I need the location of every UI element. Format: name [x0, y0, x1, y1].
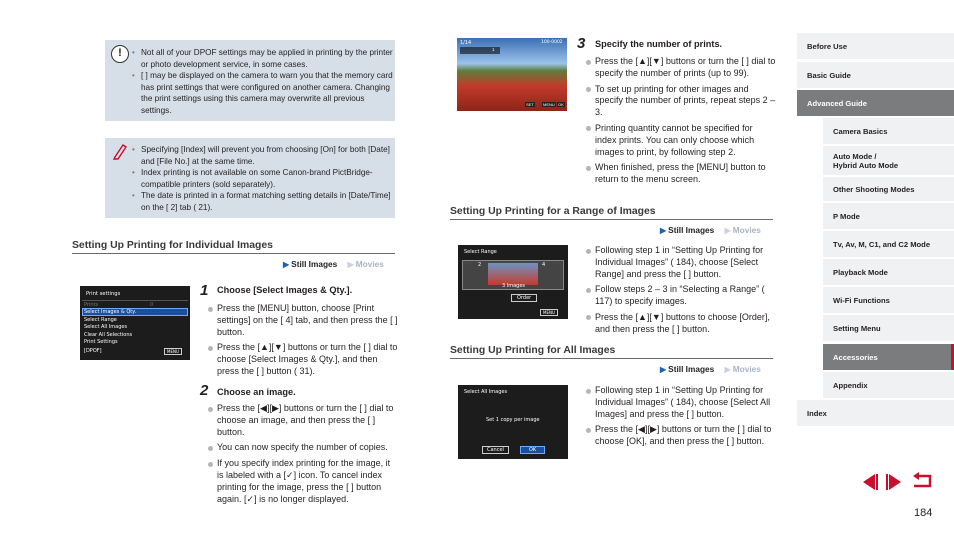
- menu-badge: MENU: [543, 102, 555, 107]
- step3-bullets: [586, 56, 776, 190]
- screen-title: Select Range: [464, 249, 497, 255]
- nav-setting-menu[interactable]: Setting Menu: [823, 315, 954, 341]
- play-icon: ▶: [660, 365, 667, 374]
- still-images-tag: Still Images: [291, 259, 338, 269]
- movies-tag: Movies: [732, 225, 761, 235]
- screen-title: Select All Images: [464, 389, 508, 395]
- bullet: Following step 1 in “Setting Up Printing for Individual Images” ( 184), choose [Select Range] and press the [ ] button.: [586, 245, 776, 280]
- play-icon: ▶: [283, 260, 290, 269]
- bullet: Following step 1 in “Setting Up Printing for Individual Images” ( 184), choose [Select All Images] and press the [ ] button.: [586, 385, 776, 420]
- step-number: 1: [200, 282, 209, 299]
- set-badge: SET: [526, 102, 534, 107]
- nav-camera-basics[interactable]: Camera Basics: [823, 118, 954, 144]
- camera-screen-select-all: [458, 385, 568, 459]
- bullet: Printing quantity cannot be specified for index prints. You can only choose which images to print, by following step 2.: [586, 123, 776, 158]
- caution-item: • [ ] may be displayed on the camera to warn you that the memory card has print settings that were configured on another camera. Changing the print settings using this camera may overwrite all previous settings.: [105, 70, 395, 116]
- bullet: When finished, press the [MENU] button to return to the menu screen.: [586, 162, 776, 186]
- memo-item: • The date is printed in a format matching setting details in [Date/Time] on the [ 2] tab ( 21).: [105, 190, 395, 213]
- screen-row-value: 0: [150, 302, 154, 308]
- photo-counter: 1/14: [460, 40, 472, 46]
- ok-button: OK: [520, 446, 545, 454]
- all-bullets: [586, 385, 776, 452]
- nav-tv-av-mode[interactable]: Tv, Av, M, C1, and C2 Mode: [823, 231, 954, 257]
- cancel-button: Cancel: [482, 446, 509, 454]
- step-number: 2: [200, 382, 209, 399]
- page-nav: [858, 472, 938, 494]
- nav-wifi[interactable]: Wi-Fi Functions: [823, 287, 954, 313]
- bullet: Follow steps 2 – 3 in “Selecting a Range” ( 117) to specify images.: [586, 284, 776, 308]
- play-icon: ▶: [724, 365, 731, 374]
- order-button: Order: [511, 294, 537, 302]
- range-end: 4: [542, 262, 546, 268]
- mode-tags: [660, 225, 761, 235]
- camera-screen-print-settings: [80, 286, 190, 360]
- mode-tags: [660, 364, 761, 374]
- nav-accessories[interactable]: Accessories: [823, 344, 954, 370]
- screen-row: [DPOF]: [84, 348, 102, 354]
- caution-item: • Not all of your DPOF settings may be applied in printing by the printer or photo development service, in some cases.: [105, 47, 395, 70]
- nav-auto-mode[interactable]: Auto Mode / Hybrid Auto Mode: [823, 146, 954, 175]
- step2-bullets: [208, 403, 398, 509]
- step-title: Choose an image.: [217, 387, 296, 397]
- nav-index[interactable]: Index: [797, 400, 954, 426]
- caution-icon: !: [111, 45, 129, 63]
- mode-tags: [283, 259, 384, 269]
- bullet: If you specify index printing for the image, it is labeled with a [✓] icon. To cancel index printing for the image, press the [ ] button again. [✓] is no longer displayed.: [208, 458, 398, 505]
- step-title: Specify the number of prints.: [595, 39, 723, 49]
- play-icon: ▶: [660, 226, 667, 235]
- nav-advanced-guide[interactable]: Advanced Guide: [797, 90, 954, 116]
- bullet: Press the [▲][▼] buttons to choose [Order], and then press the [ ] button.: [586, 312, 776, 336]
- nav-playback[interactable]: Playback Mode: [823, 259, 954, 285]
- screen-row: Clear All Selections: [84, 332, 133, 338]
- bullet: Press the [◀][▶] buttons or turn the [ ] dial to choose [OK], and then press the [ ] button.: [586, 424, 776, 448]
- next-page-icon[interactable]: [884, 472, 906, 492]
- screen-message: Set 1 copy per image: [486, 417, 540, 423]
- nav-other-shooting[interactable]: Other Shooting Modes: [823, 177, 954, 201]
- still-images-tag: Still Images: [668, 364, 715, 374]
- bullet: Press the [MENU] button, choose [Print settings] on the [ 4] tab, and then press the [ ] button.: [208, 303, 398, 338]
- previous-page-icon[interactable]: [858, 472, 880, 492]
- copies-value: 1: [492, 47, 495, 52]
- caution-note: [105, 40, 395, 121]
- range-bullets: [586, 245, 776, 340]
- step-title: Choose [Select Images & Qty.].: [217, 285, 353, 295]
- return-icon[interactable]: [910, 472, 934, 492]
- memo-note: [105, 138, 395, 218]
- bullet: Press the [▲][▼] buttons or turn the [ ] dial to specify the number of prints (up to 99).: [586, 56, 776, 80]
- camera-screen-select-range: [458, 245, 568, 319]
- play-icon: ▶: [724, 226, 731, 235]
- page-number: 184: [914, 507, 933, 519]
- screen-row: Select All Images: [84, 324, 128, 330]
- nav-before-use[interactable]: Before Use: [797, 33, 954, 59]
- movies-tag: Movies: [355, 259, 384, 269]
- bullet: Press the [◀][▶] buttons or turn the [ ] dial to choose an image, and then press the [ ] button.: [208, 403, 398, 438]
- camera-screen-photo: [457, 38, 567, 111]
- screen-row-selected: Select Images & Qty.: [84, 309, 137, 315]
- range-start: 2: [478, 262, 482, 268]
- bullet: Press the [▲][▼] buttons or turn the [ ] dial to choose [Select Images & Qty.], and then press the [ ] button ( 31).: [208, 342, 398, 377]
- nav-p-mode[interactable]: P Mode: [823, 203, 954, 229]
- nav-appendix[interactable]: Appendix: [823, 372, 954, 398]
- memo-item: • Index printing is not available on some Canon-brand PictBridge-compatible printers (sold separately).: [105, 167, 395, 190]
- section-heading-individual: Setting Up Printing for Individual Images: [72, 240, 395, 254]
- movies-tag: Movies: [732, 364, 761, 374]
- section-heading-range: Setting Up Printing for a Range of Images: [450, 206, 773, 220]
- still-images-tag: Still Images: [668, 225, 715, 235]
- screen-row: Print Settings: [84, 339, 118, 345]
- menu-badge: MENU: [164, 348, 182, 355]
- menu-badge: MENU: [540, 309, 558, 316]
- step1-bullets: [208, 303, 398, 382]
- screen-row: Prints: [84, 302, 99, 308]
- memo-item: • Specifying [Index] will prevent you from choosing [On] for both [Date] and [File No.] at the same time.: [105, 144, 395, 167]
- step-number: 3: [577, 35, 586, 52]
- ok-badge: OK: [558, 102, 564, 107]
- screen-row: Select Range: [84, 317, 117, 323]
- play-icon: ▶: [347, 260, 354, 269]
- screen-title: Print settings: [86, 291, 121, 297]
- nav-basic-guide[interactable]: Basic Guide: [797, 62, 954, 88]
- copies-box: [460, 47, 500, 54]
- bullet: You can now specify the number of copies.: [208, 442, 398, 454]
- photo-file: 100-0002: [541, 40, 563, 45]
- section-heading-all: Setting Up Printing for All Images: [450, 345, 773, 359]
- range-count: 3 Images: [502, 283, 526, 289]
- bullet: To set up printing for other images and specify the number of prints, repeat steps 2 – 3.: [586, 84, 776, 119]
